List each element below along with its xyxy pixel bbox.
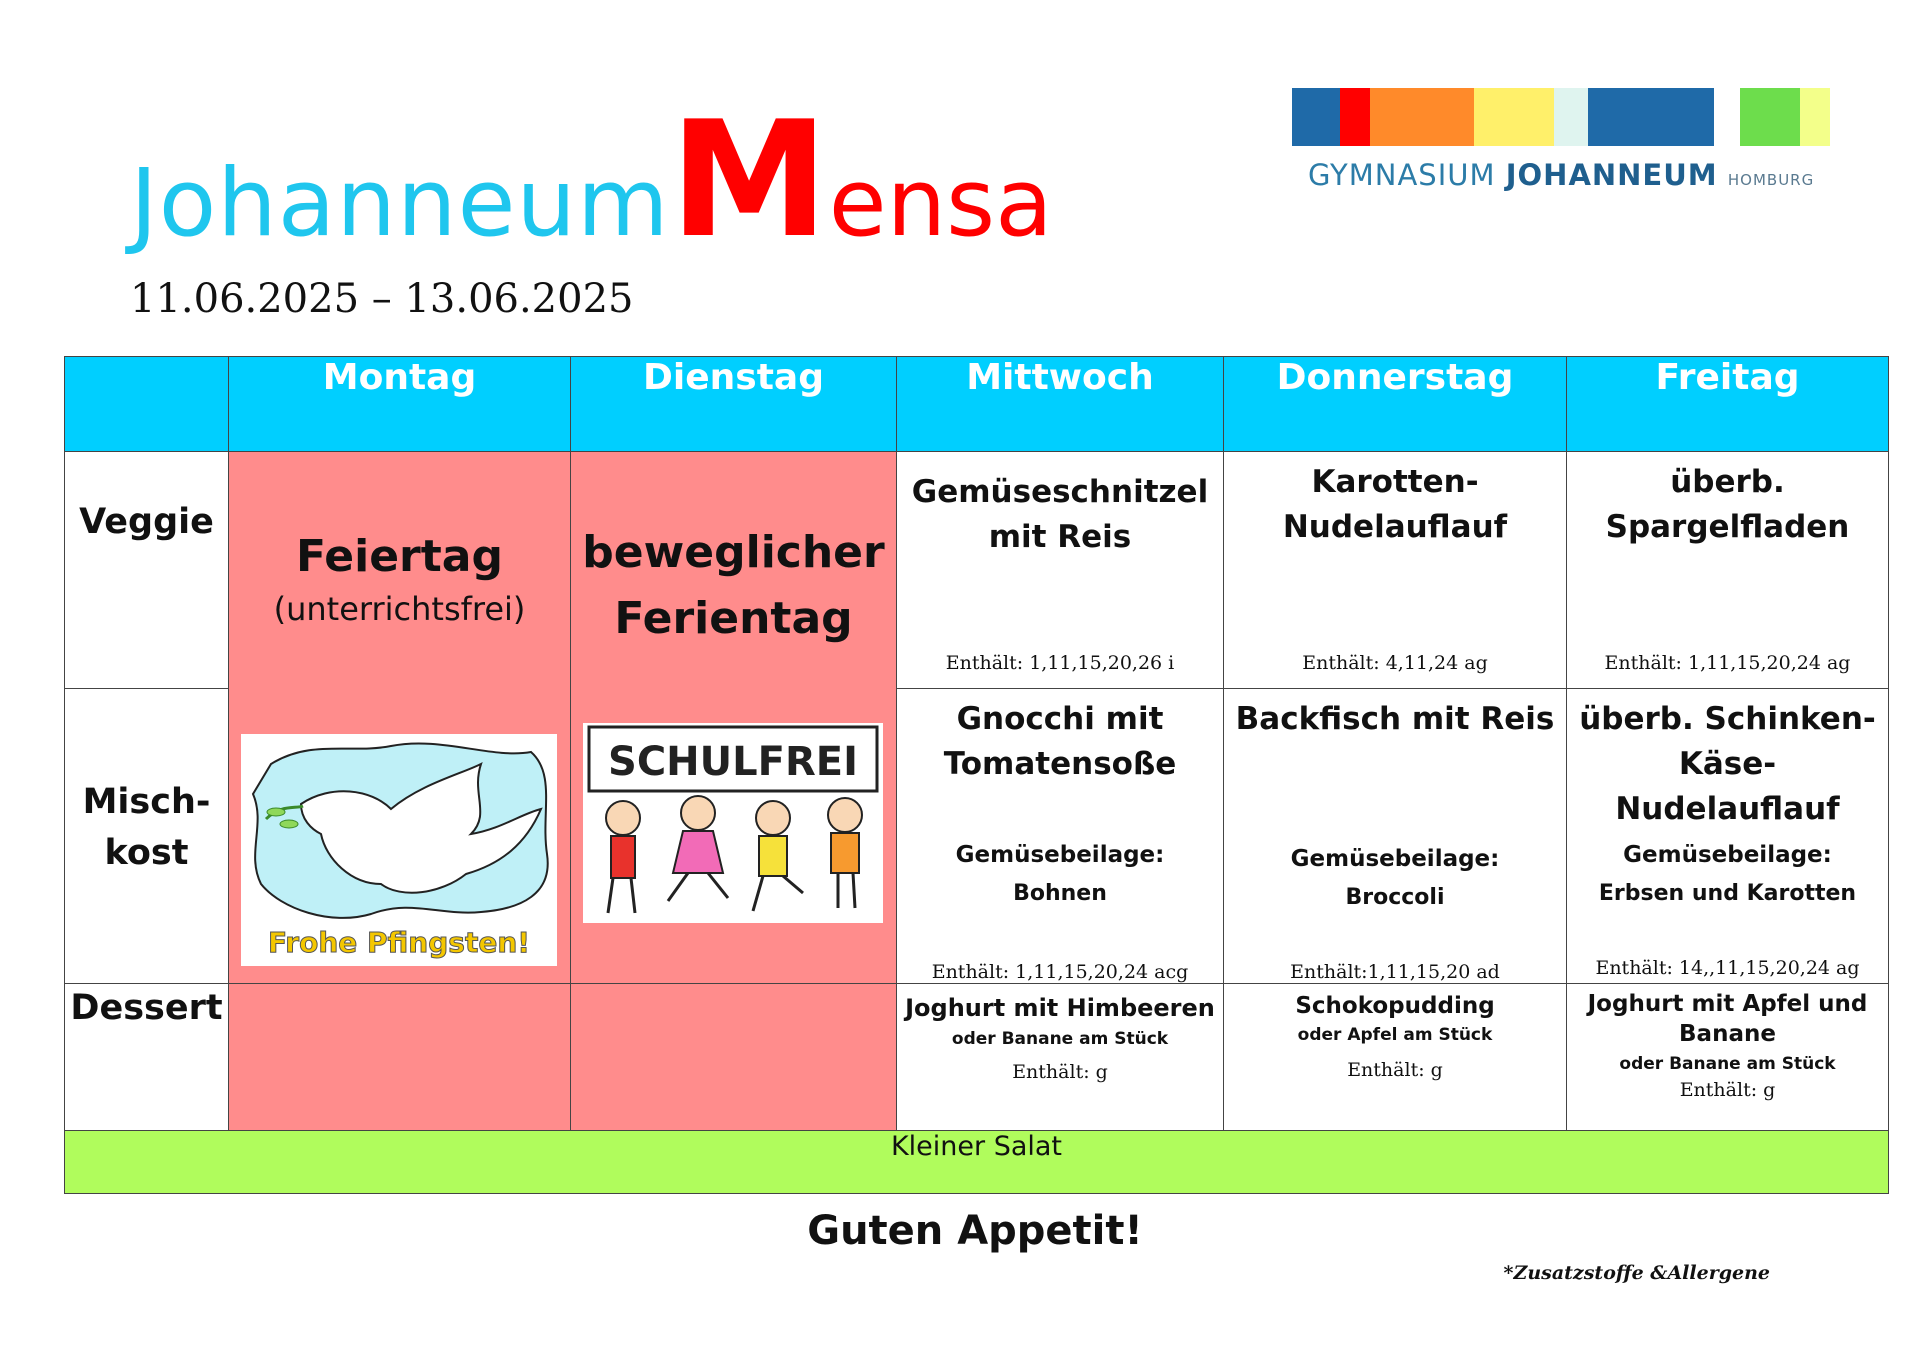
day-thursday: Donnerstag: [1224, 357, 1567, 452]
logo-color-bars: [1292, 88, 1830, 146]
menu-table: [64, 356, 1889, 1194]
wednesday-dessert-contains: Enthält: g: [1012, 1060, 1108, 1083]
thursday-dessert-cell: [1224, 984, 1567, 1131]
logo-bar: [1340, 88, 1370, 146]
category-mischkost-line2: kost: [104, 832, 189, 873]
friday-dessert-name-line2: Banane: [1679, 1020, 1776, 1047]
thursday-dessert-name: Schokopudding: [1295, 993, 1495, 1019]
wednesday-mischkost-contains: Enthält: 1,11,15,20,24 acg: [931, 961, 1189, 983]
friday-mischkost-dish-line2: Käse-Nudelauflauf: [1615, 745, 1840, 827]
logo-bar: [1370, 88, 1474, 146]
wednesday-dessert-alt: oder Banane am Stück: [951, 1028, 1169, 1049]
thursday-mischkost-dish-line1: Backfisch mit Reis: [1235, 701, 1555, 737]
header-corner: [65, 357, 229, 452]
wednesday-veggie-contains: Enthält: 1,11,15,20,26 i: [945, 652, 1175, 674]
salad-cell: Kleiner Salat: [65, 1131, 1889, 1194]
thursday-veggie-cell: [1224, 452, 1567, 689]
category-mischkost-line1: Misch-: [82, 782, 211, 822]
logo-text-johanneum: JOHANNEUM: [1505, 158, 1718, 192]
friday-mischkost-contains: Enthält: 14,,11,15,20,24 ag: [1595, 957, 1860, 979]
logo-text: [1292, 158, 1830, 192]
logo-text-gymnasium: GYMNASIUM: [1308, 158, 1506, 192]
date-range: 11.06.2025 – 13.06.2025: [130, 276, 634, 322]
title-m: M: [669, 86, 829, 273]
friday-veggie-contains: Enthält: 1,11,15,20,24 ag: [1604, 652, 1851, 674]
day-tuesday: Dienstag: [571, 357, 897, 452]
dessert-row: [65, 984, 1889, 1131]
veggie-row: [65, 452, 1889, 689]
wednesday-dessert-cell: [897, 984, 1224, 1131]
wednesday-veggie-dish-line2: mit Reis: [988, 518, 1132, 555]
thursday-dessert-alt: oder Apfel am Stück: [1297, 1025, 1493, 1046]
salad-row: [65, 1131, 1889, 1194]
friday-dessert-cell: [1567, 984, 1889, 1131]
category-dessert: Dessert: [65, 984, 229, 1131]
wednesday-mischkost-dish-line2: Tomatensoße: [943, 745, 1177, 782]
thursday-veggie-dish-line1: Karotten-: [1311, 464, 1479, 500]
friday-side-label: Gemüsebeilage:: [1623, 842, 1832, 868]
wednesday-side-label: Gemüsebeilage:: [955, 842, 1165, 868]
wednesday-mischkost-cell: [897, 689, 1224, 984]
day-wednesday: Mittwoch: [897, 357, 1224, 452]
pfingsten-text: Frohe Pfingsten!: [267, 926, 531, 959]
footer-greeting: Guten Appetit!: [807, 1208, 1143, 1254]
friday-dessert-alt: oder Banane am Stück: [1619, 1053, 1836, 1074]
tuesday-holiday-cell: [571, 452, 897, 984]
page-title: [130, 86, 1053, 273]
wednesday-side-value: Bohnen: [1013, 881, 1107, 907]
thursday-veggie-dish-line2: Nudelauflauf: [1282, 508, 1508, 545]
schulfrei-text: SCHULFREI: [608, 739, 858, 785]
pfingsten-dove-image: [241, 734, 557, 966]
friday-mischkost-cell: [1567, 689, 1889, 984]
title-ensa: ensa: [828, 149, 1053, 258]
category-mischkost: [65, 689, 229, 984]
thursday-mischkost-cell: [1224, 689, 1567, 984]
friday-dessert-name-line1: Joghurt mit Apfel und: [1587, 991, 1868, 1017]
tuesday-holiday-line1: beweglicher: [582, 527, 885, 578]
monday-holiday-cell: [229, 452, 571, 984]
logo-text-homburg: HOMBURG: [1727, 171, 1815, 189]
schulfrei-kids-image: [583, 723, 883, 923]
thursday-mischkost-contains: Enthält:1,11,15,20 ad: [1290, 961, 1500, 983]
thursday-side-label: Gemüsebeilage:: [1290, 846, 1500, 872]
logo-bar: [1588, 88, 1714, 146]
friday-veggie-cell: [1567, 452, 1889, 689]
friday-mischkost-dish-line1: überb. Schinken-: [1579, 701, 1876, 737]
category-veggie: Veggie: [65, 452, 229, 689]
day-monday: Montag: [229, 357, 571, 452]
logo-bar: [1714, 88, 1740, 146]
logo-bar: [1740, 88, 1800, 146]
wednesday-dessert-name: Joghurt mit Himbeeren: [905, 994, 1215, 1022]
day-friday: Freitag: [1567, 357, 1889, 452]
wednesday-mischkost-dish-line1: Gnocchi mit: [956, 701, 1164, 737]
friday-veggie-dish-line2: Spargelfladen: [1605, 508, 1850, 545]
monday-holiday-sub: (unterrichtsfrei): [273, 590, 526, 628]
thursday-dessert-contains: Enthält: g: [1347, 1059, 1443, 1082]
footnote-allergens: *Zusatzstoffe &Allergene: [1503, 1262, 1770, 1284]
monday-dessert-cell: [229, 984, 571, 1131]
friday-dessert-contains: Enthält: g: [1679, 1078, 1776, 1101]
logo-bar: [1474, 88, 1554, 146]
header-row: [65, 357, 1889, 452]
thursday-veggie-contains: Enthält: 4,11,24 ag: [1302, 652, 1488, 674]
wednesday-veggie-cell: [897, 452, 1224, 689]
friday-side-value: Erbsen und Karotten: [1598, 881, 1857, 907]
tuesday-dessert-cell: [571, 984, 897, 1131]
school-logo: [1292, 88, 1830, 192]
monday-holiday-title: Feiertag: [296, 531, 503, 582]
logo-bar: [1554, 88, 1588, 146]
wednesday-veggie-dish-line1: Gemüseschnitzel: [911, 474, 1209, 510]
friday-veggie-dish-line1: überb.: [1670, 464, 1785, 500]
title-johanneum: Johanneum: [130, 149, 670, 258]
tuesday-holiday-line2: Ferientag: [614, 593, 853, 644]
logo-bar: [1292, 88, 1340, 146]
thursday-side-value: Broccoli: [1345, 885, 1445, 911]
logo-bar: [1800, 88, 1830, 146]
